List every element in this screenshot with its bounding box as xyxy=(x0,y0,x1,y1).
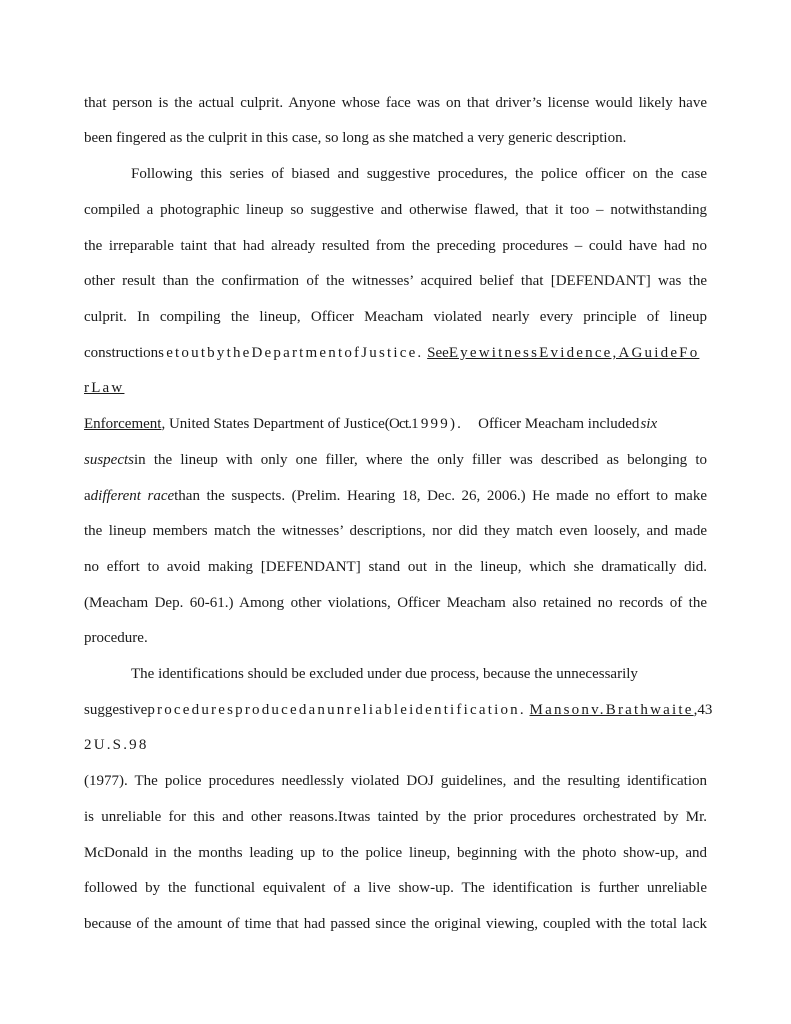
citation-continuation xyxy=(84,735,707,755)
body-line: no effort to avoid making [DEFENDANT] stand out in the lineup, which she dramatically did. xyxy=(84,559,707,575)
body-line: culprit. In compiling the lineup, Officer Meacham violated nearly every principle of lineup xyxy=(84,309,707,325)
body-text: a xyxy=(84,488,91,504)
body-text: construction xyxy=(84,345,159,361)
body-text: Officer Meacham included xyxy=(478,416,640,432)
paragraph-first-line: Following this series of biased and suggestive procedures, the police officer on the case xyxy=(131,166,707,182)
body-line-spaced xyxy=(84,343,707,363)
body-line: procedure. xyxy=(84,630,148,646)
body-line: other result than the confirmation of the witnesses’ acquired belief that [DEFENDANT] was the xyxy=(84,273,707,289)
citation-title: rLaw xyxy=(84,380,125,396)
body-text: It xyxy=(337,809,348,825)
body-line: followed by the functional equivalent of a live show-up. The identification is further unreliable xyxy=(84,880,707,896)
body-line: that person is the actual culprit. Anyone whose face was on that driver’s license would likely have xyxy=(84,95,707,111)
body-line: the irreparable taint that had already resulted from the preceding procedures – could have had no xyxy=(84,238,707,254)
citation-signal: See xyxy=(427,345,449,361)
body-line xyxy=(84,414,707,434)
paragraph-first-line: The identifications should be excluded under due process, because the unnecessarily xyxy=(131,666,638,682)
body-line: the lineup members match the witnesses’ descriptions, nor did they match even loosely, and made xyxy=(84,523,707,539)
citation-volume: ,43 xyxy=(693,702,713,718)
body-line xyxy=(84,450,707,470)
body-line xyxy=(84,486,707,506)
body-text: is unreliable for this and other reasons. xyxy=(84,809,338,825)
body-line: McDonald in the months leading up to the police lineup, beginning with the photo show-up, and xyxy=(84,845,707,861)
citation-date: (Oct. xyxy=(384,416,412,432)
body-line: (Meacham Dep. 60-61.) Among other violations, Officer Meacham also retained no records of the xyxy=(84,595,707,611)
emphasis-text: suspects xyxy=(84,452,134,468)
body-text: in the lineup with only one filler, where the only filler was described as belonging to xyxy=(134,452,707,468)
body-line xyxy=(84,807,707,827)
body-text: was tainted by the prior procedures orchestrated by Mr. xyxy=(347,809,707,825)
citation-title: Enforcement xyxy=(84,416,162,432)
body-line: been fingered as the culprit in this case, so long as she matched a very generic description. xyxy=(84,130,627,146)
body-line: compiled a photographic lineup so suggestive and otherwise flawed, that it too – notwithstanding xyxy=(84,202,707,218)
body-text: than the suspects. (Prelim. Hearing 18, Dec. 26, 2006.) He made no effort to make xyxy=(174,488,707,504)
body-text-spaced: proceduresproducedanunreliableidentification. xyxy=(147,702,526,718)
body-line: because of the amount of time that had passed since the original viewing, coupled with the total lack xyxy=(84,916,707,932)
body-text-spaced: setoutbytheDepartmentofJustice. xyxy=(158,345,424,361)
body-line: (1977). The police procedures needlessly violated DOJ guidelines, and the resulting identification xyxy=(84,773,707,789)
body-text: , United States Department of Justice xyxy=(161,416,385,432)
citation-year: 1999). xyxy=(411,416,464,432)
body-text: suggestive xyxy=(84,702,148,718)
case-citation: Mansonv.Brathwaite xyxy=(529,702,694,718)
citation-continuation xyxy=(84,378,707,398)
citation-title: EyewitnessEvidence,AGuideFo xyxy=(448,345,700,361)
emphasis-text: different race xyxy=(90,488,175,504)
emphasis-text: six xyxy=(640,416,658,432)
body-line-spaced xyxy=(84,700,713,720)
citation-reporter: 2U.S.98 xyxy=(84,737,149,753)
